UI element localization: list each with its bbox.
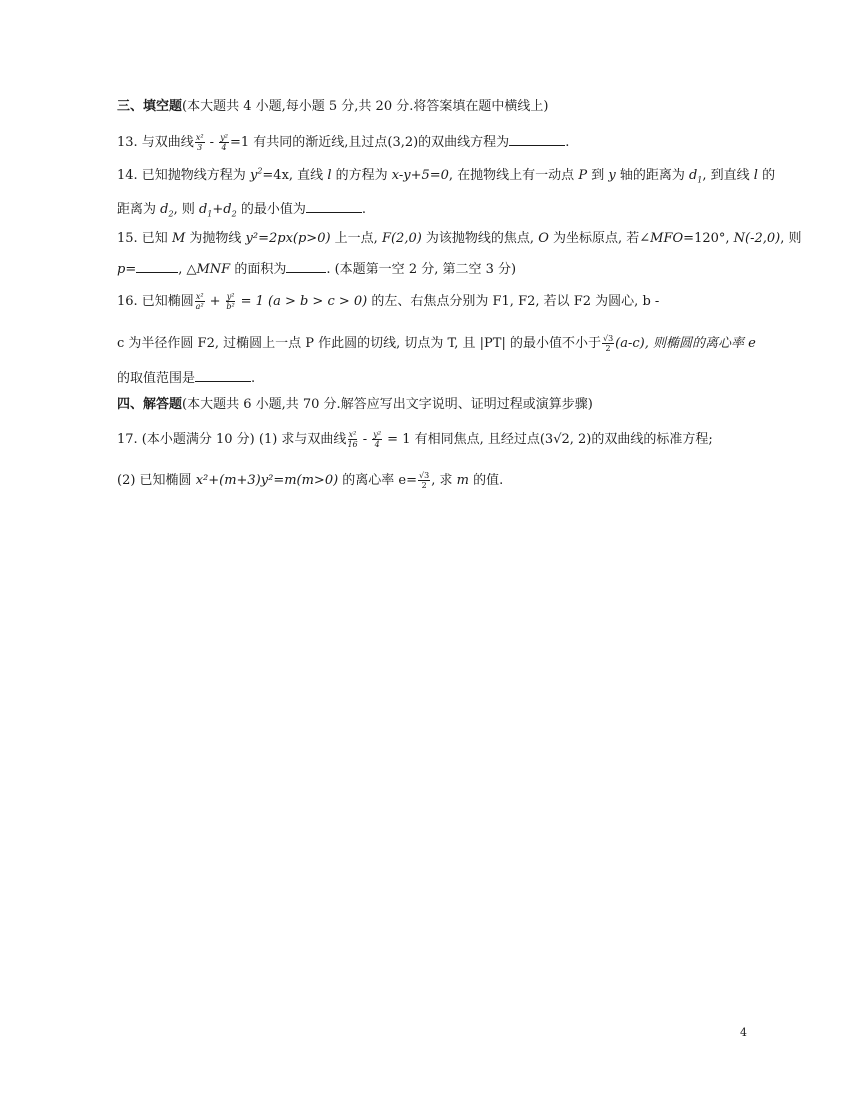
q16-f2-den: b² bbox=[226, 302, 235, 311]
question-13 bbox=[117, 132, 569, 152]
q15-angle: MFO bbox=[650, 231, 684, 246]
q14-answer-blank[interactable] bbox=[306, 199, 362, 213]
q14-y-squared: $y^2$ bbox=[249, 166, 263, 183]
section-4-title: 四、解答题 bbox=[117, 397, 183, 412]
q14-text-a: 14. 已知抛物线方程为 bbox=[117, 168, 250, 183]
q16-frac-num: √3 bbox=[602, 334, 614, 343]
q15-p-equals: p= bbox=[117, 262, 137, 277]
q13-f2-den: 4 bbox=[221, 143, 227, 152]
q14-line2-b: , 则 bbox=[173, 202, 199, 217]
q14-text-g: 轴的距离为 bbox=[615, 168, 689, 183]
q17-line2-c: 的离心率 e= bbox=[338, 473, 418, 488]
q16-f1-num: x² bbox=[195, 292, 204, 301]
q16-frac-den: 2 bbox=[605, 344, 611, 353]
question-14-line-2 bbox=[117, 199, 366, 219]
q17-ellipse: x²+(m+3)y²=m(m>0) bbox=[195, 473, 339, 488]
q13-f1-num: x² bbox=[195, 133, 204, 142]
section-4-note: (本大题共 6 小题,共 70 分.解答应写出文字说明、证明过程或演算步骤) bbox=[182, 397, 593, 412]
q13-fraction-2 bbox=[219, 133, 229, 152]
q13-answer-blank[interactable] bbox=[509, 132, 565, 146]
q16-line3-a: 的取值范围是 bbox=[117, 371, 196, 386]
q17-line2-a: (2) 已知椭圆 bbox=[117, 473, 196, 488]
q13-f1-den: 3 bbox=[197, 143, 203, 152]
q14-text-f: 到 bbox=[587, 168, 609, 183]
q14-text-h: , 到直线 bbox=[702, 168, 754, 183]
q15-point-m: M bbox=[171, 231, 186, 246]
q16-text: 的左、右焦点分别为 F1, F2, 若以 F2 为圆心, b - bbox=[367, 294, 660, 309]
question-17-line-1 bbox=[117, 430, 713, 449]
q13-minus: - bbox=[205, 135, 219, 150]
q14-line-l: l bbox=[327, 168, 332, 183]
q17-m: m bbox=[456, 473, 469, 488]
q17-line2-d: , 求 bbox=[431, 473, 457, 488]
q15-parabola: y²=2px(p>0) bbox=[245, 231, 331, 246]
q13-text: =1 有共同的渐近线,且过点(3,2)的双曲线方程为 bbox=[229, 135, 510, 150]
q17-frac-num: √3 bbox=[419, 471, 430, 480]
q15-text-g: 为坐标原点, 若∠ bbox=[548, 231, 651, 246]
q17-f2-num: y² bbox=[373, 430, 382, 439]
q16-plus: + bbox=[205, 294, 225, 309]
page-number: 4 bbox=[740, 1026, 747, 1039]
q14-text-c: 的方程为 bbox=[331, 168, 392, 183]
q14-text-i: 的 bbox=[757, 168, 776, 183]
q17-fraction-2 bbox=[372, 430, 382, 449]
q17-f1-den: 16 bbox=[347, 440, 358, 449]
q16-f1-den: a² bbox=[195, 302, 204, 311]
q13-lead: 13. 与双曲线 bbox=[117, 135, 194, 150]
q16-line2-a: c 为半径作圆 F2, 过椭圆上一点 P 作此圆的切线, 切点为 T, 且 |PT| 的最小值不小于 bbox=[117, 336, 601, 351]
question-17-line-2 bbox=[117, 471, 503, 490]
q17-f2-den: 4 bbox=[374, 440, 380, 449]
q15-answer-blank-1[interactable] bbox=[136, 259, 178, 273]
q17-minus: - bbox=[358, 432, 372, 447]
question-16-line-3 bbox=[117, 368, 255, 388]
q14-y-axis: y bbox=[608, 168, 616, 183]
q14-line2-c: 的最小值为 bbox=[236, 202, 306, 217]
q17-frac-den: 2 bbox=[421, 481, 427, 490]
q14-text-e: , 在抛物线上有一动点 bbox=[448, 168, 579, 183]
q16-f2-num: y² bbox=[226, 292, 235, 301]
section-4-heading bbox=[117, 396, 593, 414]
section-3-note: (本大题共 4 小题,每小题 5 分,共 20 分.将答案填在题中横线上) bbox=[182, 99, 549, 114]
question-14-line-1 bbox=[117, 167, 775, 185]
q16-equation: = 1 (a > b > c > 0) bbox=[236, 294, 368, 309]
section-3-title: 三、填空题 bbox=[117, 99, 183, 114]
q15-text-d: 上一点, bbox=[330, 231, 382, 246]
q15-text-i: =120°, bbox=[683, 231, 734, 246]
q16-end: . bbox=[251, 371, 256, 386]
q15-line2-e: . (本题第一空 2 分, 第二空 3 分) bbox=[326, 262, 517, 277]
q15-answer-blank-2[interactable] bbox=[286, 259, 326, 273]
q17-line2-f: 的值. bbox=[468, 473, 504, 488]
q17-line1-a: 17. (本小题满分 10 分) (1) 求与双曲线 bbox=[117, 432, 347, 447]
q15-triangle: MNF bbox=[196, 262, 231, 277]
q14-end: . bbox=[361, 202, 366, 217]
q14-text-b: =4x, 直线 bbox=[262, 168, 328, 183]
q16-fraction-2 bbox=[226, 292, 236, 311]
q15-origin: O bbox=[538, 231, 549, 246]
q14-point-p: P bbox=[578, 168, 588, 183]
q17-line1-b: = 1 有相同焦点, 且经过点(3√2, 2)的双曲线的标准方程; bbox=[383, 432, 713, 447]
q14-d1-plus-d2: $d_1+d_2$ bbox=[198, 202, 237, 219]
q17-f1-num: x² bbox=[348, 430, 357, 439]
q15-text-a: 15. 已知 bbox=[117, 231, 172, 246]
q15-line2-b: , △ bbox=[178, 262, 197, 277]
question-15-line-1 bbox=[117, 230, 802, 248]
q13-fraction-1 bbox=[195, 133, 205, 152]
q15-point-n: N(-2,0) bbox=[733, 231, 781, 246]
section-3-heading bbox=[117, 98, 548, 116]
q15-text-k: , 则 bbox=[780, 231, 802, 246]
q14-line-l-2: l bbox=[753, 168, 758, 183]
q14-line-equation: x-y+5=0 bbox=[391, 168, 449, 183]
question-16-line-1 bbox=[117, 292, 659, 311]
q14-line2-a: 距离为 bbox=[117, 202, 161, 217]
question-16-line-2 bbox=[117, 334, 756, 353]
q13-f2-num: y² bbox=[220, 133, 228, 142]
q13-end: . bbox=[565, 135, 570, 150]
q16-answer-blank[interactable] bbox=[195, 368, 251, 382]
q16-line2-b: (a-c), 则椭圆的离心率 e bbox=[615, 336, 756, 351]
q15-line2-d: 的面积为 bbox=[230, 262, 287, 277]
q16-fraction-1 bbox=[195, 292, 205, 311]
q14-d2: $d_2$ bbox=[160, 202, 174, 219]
q16-sqrt3-over-2 bbox=[602, 334, 614, 353]
q15-text-b: 为抛物线 bbox=[185, 231, 246, 246]
q16-lead: 16. 已知椭圆 bbox=[117, 294, 194, 309]
question-15-line-2 bbox=[117, 259, 516, 279]
q14-d1: $d_1$ bbox=[688, 168, 703, 185]
q17-fraction-1 bbox=[347, 430, 357, 449]
q15-focus: F(2,0) bbox=[381, 231, 422, 246]
q15-text-f: 为该抛物线的焦点, bbox=[421, 231, 539, 246]
q17-sqrt3-over-2 bbox=[418, 471, 430, 490]
